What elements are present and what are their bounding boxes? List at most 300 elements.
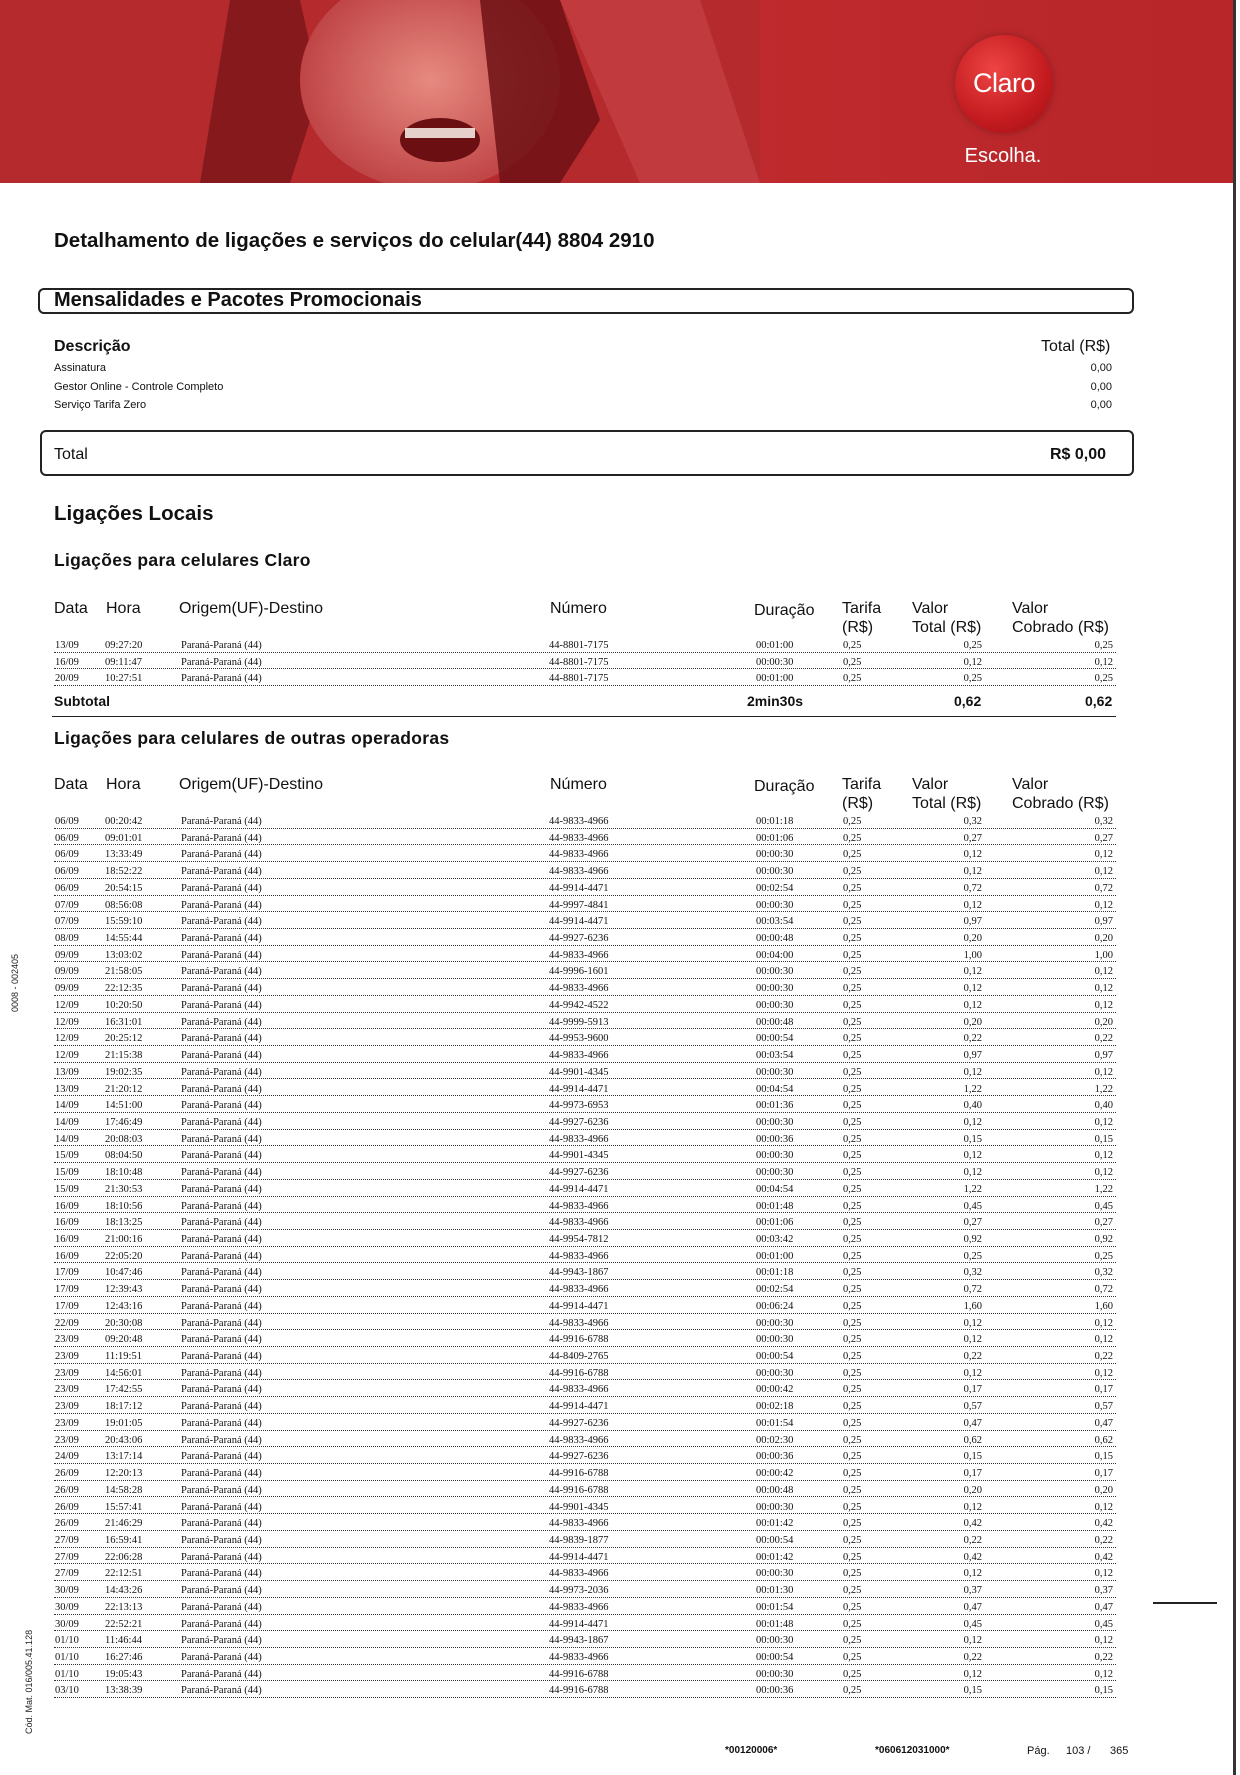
cell-hora: 22:05:20 (105, 1250, 143, 1262)
cell-origem: Paraná-Paraná (44) (181, 1167, 262, 1179)
cell-numero: 44-9833-4966 (549, 1568, 609, 1580)
cell-numero: 44-8801-7175 (549, 673, 609, 685)
cell-numero: 44-9833-4966 (549, 1284, 609, 1296)
cell-valor: 0,72 (963, 1284, 982, 1296)
cell-numero: 44-9901-4345 (549, 1150, 609, 1162)
cell-duracao: 00:02:54 (756, 882, 794, 894)
row-leader (54, 928, 1116, 929)
cell-duracao: 00:01:18 (756, 1267, 794, 1279)
cell-duracao: 00:00:30 (756, 1334, 794, 1346)
cell-origem: Paraná-Paraná (44) (181, 1267, 262, 1279)
table-row (0, 1133, 1240, 1150)
cell-hora: 17:42:55 (105, 1384, 143, 1396)
cell-valor: 0,25 (963, 673, 982, 685)
cell-hora: 18:17:12 (105, 1401, 143, 1413)
cell-duracao: 00:04:00 (756, 949, 794, 961)
cell-cobrado: 0,22 (1094, 1033, 1113, 1045)
cell-duracao: 00:00:48 (756, 1484, 794, 1496)
cell-origem: Paraná-Paraná (44) (181, 1635, 262, 1647)
cell-data: 30/09 (55, 1618, 79, 1630)
col-valor-unit: Total (R$) (912, 619, 982, 636)
cell-numero: 44-8801-7175 (549, 640, 609, 651)
cell-origem: Paraná-Paraná (44) (181, 1685, 262, 1697)
service-description: Gestor Online - Controle Completo (54, 380, 224, 393)
cell-cobrado: 0,62 (1094, 1434, 1113, 1446)
cell-tarifa: 0,25 (843, 1116, 862, 1128)
cell-cobrado: 0,32 (1094, 816, 1113, 827)
cell-origem: Paraná-Paraná (44) (181, 1200, 262, 1212)
cell-duracao: 00:01:54 (756, 1601, 794, 1613)
col-origem: Origem(UF)-Destino (179, 600, 324, 617)
cell-origem: Paraná-Paraná (44) (181, 1317, 262, 1329)
cell-origem: Paraná-Paraná (44) (181, 656, 262, 668)
cell-tarifa: 0,25 (843, 1234, 862, 1245)
cell-hora: 20:25:12 (105, 1033, 143, 1045)
cell-cobrado: 0,22 (1094, 1652, 1113, 1663)
cell-tarifa: 0,25 (843, 999, 862, 1011)
cell-tarifa: 0,25 (843, 816, 862, 827)
cell-valor: 0,72 (963, 882, 982, 894)
cell-duracao: 00:00:30 (756, 966, 794, 978)
cell-cobrado: 0,15 (1094, 1451, 1113, 1463)
cell-valor: 1,60 (963, 1300, 982, 1312)
cell-numero: 44-9916-6788 (549, 1685, 609, 1697)
cell-tarifa: 0,25 (843, 882, 862, 894)
cell-tarifa: 0,25 (843, 1518, 862, 1530)
cell-duracao: 00:00:48 (756, 1016, 794, 1028)
cell-valor: 0,12 (963, 899, 982, 911)
table-row (0, 1016, 1240, 1033)
cell-valor: 0,97 (963, 916, 982, 928)
cell-duracao: 00:00:30 (756, 849, 794, 861)
cell-origem: Paraná-Paraná (44) (181, 933, 262, 945)
cell-hora: 19:01:05 (105, 1417, 143, 1429)
cell-data: 06/09 (55, 816, 79, 827)
table-row (0, 832, 1240, 849)
subtotal-label: Subtotal (54, 693, 110, 709)
cell-tarifa: 0,25 (843, 983, 862, 995)
cell-data: 23/09 (55, 1367, 79, 1379)
table-row (0, 999, 1240, 1016)
row-leader (54, 1530, 1116, 1531)
cell-hora: 22:13:13 (105, 1601, 143, 1613)
row-leader (54, 1179, 1116, 1180)
cell-valor: 0,17 (963, 1384, 982, 1396)
cell-origem: Paraná-Paraná (44) (181, 1534, 262, 1546)
cell-origem: Paraná-Paraná (44) (181, 1033, 262, 1045)
cell-valor: 0,42 (963, 1518, 982, 1530)
cell-tarifa: 0,25 (843, 1300, 862, 1312)
cell-valor: 0,57 (963, 1401, 982, 1413)
cell-cobrado: 0,12 (1094, 983, 1113, 995)
cell-data: 06/09 (55, 832, 79, 844)
cell-hora: 19:02:35 (105, 1066, 143, 1078)
cell-numero: 44-9833-4966 (549, 1250, 609, 1262)
cell-valor: 0,15 (963, 1685, 982, 1697)
row-leader (54, 1580, 1116, 1581)
cell-numero: 44-9927-6236 (549, 1167, 609, 1179)
cell-tarifa: 0,25 (843, 1585, 862, 1597)
cell-numero: 44-9833-4966 (549, 1217, 609, 1229)
row-leader (54, 1196, 1116, 1197)
cell-origem: Paraná-Paraná (44) (181, 1518, 262, 1530)
row-leader (54, 1162, 1116, 1163)
cell-data: 16/09 (55, 1234, 79, 1245)
cell-cobrado: 0,12 (1094, 1066, 1113, 1078)
cell-tarifa: 0,25 (843, 1668, 862, 1680)
cell-hora: 11:46:44 (105, 1635, 142, 1647)
cell-tarifa: 0,25 (843, 1501, 862, 1513)
header-banner (0, 0, 1235, 183)
cell-duracao: 00:00:36 (756, 1133, 794, 1145)
cell-duracao: 00:00:36 (756, 1685, 794, 1697)
cell-numero: 44-9954-7812 (549, 1234, 609, 1245)
cell-duracao: 00:02:18 (756, 1401, 794, 1413)
section-ligacoes-locais: Ligações Locais (54, 502, 214, 525)
table-row (0, 1200, 1240, 1217)
row-leader (54, 828, 1116, 829)
cell-origem: Paraná-Paraná (44) (181, 999, 262, 1011)
cell-cobrado: 0,57 (1094, 1401, 1113, 1413)
cell-hora: 00:20:42 (105, 816, 143, 827)
cell-duracao: 00:03:54 (756, 916, 794, 928)
service-value: 0,00 (1090, 380, 1112, 393)
cell-tarifa: 0,25 (843, 1484, 862, 1496)
cell-numero: 44-9943-1867 (549, 1267, 609, 1279)
cell-cobrado: 0,45 (1094, 1618, 1113, 1630)
cell-data: 13/09 (55, 1066, 79, 1078)
cell-origem: Paraná-Paraná (44) (181, 640, 262, 651)
cell-duracao: 00:00:54 (756, 1033, 794, 1045)
cell-data: 26/09 (55, 1518, 79, 1530)
cell-hora: 22:52:21 (105, 1618, 143, 1630)
cell-data: 14/09 (55, 1100, 79, 1112)
cell-data: 09/09 (55, 966, 79, 978)
cell-cobrado: 0,22 (1094, 1534, 1113, 1546)
cell-valor: 0,20 (963, 1484, 982, 1496)
cell-numero: 44-9927-6236 (549, 1417, 609, 1429)
cell-origem: Paraná-Paraná (44) (181, 1417, 262, 1429)
cell-valor: 0,97 (963, 1050, 982, 1062)
cell-data: 09/09 (55, 949, 79, 961)
cell-origem: Paraná-Paraná (44) (181, 1468, 262, 1480)
cell-valor: 0,12 (963, 1668, 982, 1680)
cell-origem: Paraná-Paraná (44) (181, 1217, 262, 1229)
cell-valor: 0,12 (963, 866, 982, 878)
cell-origem: Paraná-Paraná (44) (181, 1367, 262, 1379)
cell-duracao: 00:00:30 (756, 1367, 794, 1379)
mensalidades-title: Mensalidades e Pacotes Promocionais (54, 289, 422, 311)
cell-valor: 1,00 (963, 949, 982, 961)
cell-origem: Paraná-Paraná (44) (181, 1551, 262, 1563)
cell-data: 27/09 (55, 1534, 79, 1546)
table-row (0, 1333, 1240, 1350)
table-row (0, 1083, 1240, 1100)
cell-numero: 44-9914-4471 (549, 916, 609, 928)
cell-hora: 13:33:49 (105, 849, 143, 861)
row-leader (54, 844, 1116, 845)
table-row (0, 1266, 1240, 1283)
cell-hora: 17:46:49 (105, 1116, 143, 1128)
cell-origem: Paraná-Paraná (44) (181, 1351, 262, 1363)
cell-numero: 44-9973-6953 (549, 1100, 609, 1112)
cell-data: 07/09 (55, 916, 79, 928)
cell-numero: 44-9833-4966 (549, 1652, 609, 1663)
cell-duracao: 00:01:00 (756, 1250, 794, 1262)
cell-duracao: 00:01:48 (756, 1200, 794, 1212)
cell-duracao: 00:00:30 (756, 1635, 794, 1647)
cell-cobrado: 0,22 (1094, 1351, 1113, 1363)
cell-duracao: 00:00:30 (756, 1501, 794, 1513)
col-data: Data (54, 776, 88, 793)
document-title: Detalhamento de ligações e serviços do celular(44) 8804 2910 (54, 229, 655, 252)
col-valor: Valor (912, 776, 949, 793)
cell-tarifa: 0,25 (843, 1434, 862, 1446)
cell-hora: 10:27:51 (105, 673, 143, 685)
table-row (0, 1651, 1240, 1668)
cell-numero: 44-9999-5913 (549, 1016, 609, 1028)
table-row (0, 1233, 1240, 1250)
table-row (0, 965, 1240, 982)
cell-hora: 13:17:14 (105, 1451, 143, 1463)
cell-tarifa: 0,25 (843, 1066, 862, 1078)
col-cobrado: Valor (1012, 600, 1049, 617)
cell-data: 22/09 (55, 1317, 79, 1329)
cell-cobrado: 0,17 (1094, 1384, 1113, 1396)
cell-origem: Paraná-Paraná (44) (181, 832, 262, 844)
cell-data: 23/09 (55, 1351, 79, 1363)
cell-valor: 0,20 (963, 1016, 982, 1028)
row-leader (54, 1062, 1116, 1063)
cell-origem: Paraná-Paraná (44) (181, 816, 262, 827)
table-row (0, 1467, 1240, 1484)
row-leader (54, 978, 1116, 979)
side-code-bottom: Cód. Mat. 016/005.41.128 (24, 1629, 34, 1734)
cell-hora: 10:20:50 (105, 999, 143, 1011)
cell-valor: 0,22 (963, 1534, 982, 1546)
row-leader (54, 1446, 1116, 1447)
cell-data: 17/09 (55, 1284, 79, 1296)
row-leader (54, 1246, 1116, 1247)
table-row (0, 1032, 1240, 1049)
cell-numero: 44-9916-6788 (549, 1334, 609, 1346)
col-valor: Valor (912, 600, 949, 617)
subsection-outras: Ligações para celulares de outras operadoras (54, 728, 450, 748)
cell-origem: Paraná-Paraná (44) (181, 1150, 262, 1162)
table-row (0, 672, 1240, 689)
cell-valor: 0,32 (963, 1267, 982, 1279)
cell-duracao: 00:00:30 (756, 656, 794, 668)
cell-numero: 44-9839-1877 (549, 1534, 609, 1546)
cell-cobrado: 0,25 (1094, 1250, 1113, 1262)
cell-valor: 1,22 (963, 1183, 982, 1195)
table-row (0, 915, 1240, 932)
cell-cobrado: 0,12 (1094, 1334, 1113, 1346)
cell-valor: 0,12 (963, 1568, 982, 1580)
col-total: Total (R$) (1041, 338, 1111, 355)
table-row (0, 1618, 1240, 1635)
cell-numero: 44-9927-6236 (549, 1116, 609, 1128)
cell-numero: 44-9973-2036 (549, 1585, 609, 1597)
row-leader (54, 1463, 1116, 1464)
row-leader (54, 1112, 1116, 1113)
col-duracao: Duração (754, 602, 815, 619)
cell-data: 12/09 (55, 999, 79, 1011)
table-row (0, 899, 1240, 916)
row-leader (54, 1045, 1116, 1046)
cell-tarifa: 0,25 (843, 1100, 862, 1112)
row-leader (54, 911, 1116, 912)
cell-data: 03/10 (55, 1685, 79, 1697)
cell-cobrado: 0,20 (1094, 1484, 1113, 1496)
cell-valor: 0,12 (963, 1150, 982, 1162)
table-row (0, 1517, 1240, 1534)
cell-cobrado: 0,25 (1094, 640, 1113, 651)
cell-numero: 44-9916-6788 (549, 1468, 609, 1480)
cell-tarifa: 0,25 (843, 1016, 862, 1028)
cell-origem: Paraná-Paraná (44) (181, 673, 262, 685)
cell-valor: 0,20 (963, 933, 982, 945)
table-row (0, 1434, 1240, 1451)
cell-valor: 0,15 (963, 1133, 982, 1145)
cell-origem: Paraná-Paraná (44) (181, 899, 262, 911)
cell-origem: Paraná-Paraná (44) (181, 1451, 262, 1463)
cell-cobrado: 1,22 (1094, 1183, 1113, 1195)
cell-origem: Paraná-Paraná (44) (181, 1116, 262, 1128)
cell-data: 30/09 (55, 1585, 79, 1597)
row-leader (54, 1513, 1116, 1514)
cell-data: 26/09 (55, 1501, 79, 1513)
cell-numero: 44-9833-4966 (549, 1133, 609, 1145)
row-leader (54, 1296, 1116, 1297)
cell-tarifa: 0,25 (843, 1468, 862, 1480)
table-row (0, 1450, 1240, 1467)
cell-valor: 0,12 (963, 1317, 982, 1329)
cell-data: 24/09 (55, 1451, 79, 1463)
cell-hora: 14:58:28 (105, 1484, 143, 1496)
cell-duracao: 00:01:06 (756, 832, 794, 844)
cell-tarifa: 0,25 (843, 1451, 862, 1463)
cell-valor: 0,12 (963, 1501, 982, 1513)
cell-data: 23/09 (55, 1434, 79, 1446)
cell-cobrado: 0,17 (1094, 1468, 1113, 1480)
cell-hora: 13:03:02 (105, 949, 143, 961)
cell-numero: 44-8801-7175 (549, 656, 609, 668)
cell-hora: 08:04:50 (105, 1150, 143, 1162)
cell-numero: 44-9914-4471 (549, 1401, 609, 1413)
cell-duracao: 00:00:30 (756, 983, 794, 995)
cell-data: 16/09 (55, 1250, 79, 1262)
cell-duracao: 00:00:30 (756, 866, 794, 878)
cell-data: 01/10 (55, 1668, 79, 1680)
cell-valor: 0,12 (963, 966, 982, 978)
row-leader (54, 1095, 1116, 1096)
cell-numero: 44-9916-6788 (549, 1367, 609, 1379)
cell-hora: 13:38:39 (105, 1685, 143, 1697)
cell-hora: 21:20:12 (105, 1083, 143, 1095)
cell-origem: Paraná-Paraná (44) (181, 1066, 262, 1078)
cell-duracao: 00:01:00 (756, 673, 794, 685)
cell-cobrado: 0,12 (1094, 866, 1113, 878)
cell-valor: 0,22 (963, 1652, 982, 1663)
footer-code-1: *00120006* (725, 1745, 778, 1756)
cell-duracao: 00:03:42 (756, 1234, 794, 1245)
table-row (0, 949, 1240, 966)
cell-cobrado: 0,12 (1094, 656, 1113, 668)
col-numero: Número (550, 600, 607, 617)
cell-cobrado: 0,40 (1094, 1100, 1113, 1112)
col-hora: Hora (106, 600, 141, 617)
cell-valor: 0,27 (963, 1217, 982, 1229)
cell-hora: 21:58:05 (105, 966, 143, 978)
cell-tarifa: 0,25 (843, 966, 862, 978)
table-row (0, 1634, 1240, 1651)
cell-data: 16/09 (55, 1217, 79, 1229)
row-leader (54, 668, 1116, 669)
cell-cobrado: 0,12 (1094, 1150, 1113, 1162)
table-row (0, 1300, 1240, 1317)
cell-hora: 10:47:46 (105, 1267, 143, 1279)
subsection-claro: Ligações para celulares Claro (54, 550, 311, 570)
cell-origem: Paraná-Paraná (44) (181, 1183, 262, 1195)
cell-cobrado: 0,72 (1094, 1284, 1113, 1296)
footer-pages: 365 (1110, 1745, 1129, 1757)
cell-valor: 0,22 (963, 1351, 982, 1363)
cell-valor: 0,27 (963, 832, 982, 844)
cell-data: 27/09 (55, 1568, 79, 1580)
table-row (0, 1166, 1240, 1183)
cell-origem: Paraná-Paraná (44) (181, 1501, 262, 1513)
cell-data: 13/09 (55, 1083, 79, 1095)
col-tarifa: Tarifa (842, 600, 882, 617)
cell-data: 15/09 (55, 1167, 79, 1179)
cell-tarifa: 0,25 (843, 1401, 862, 1413)
cell-data: 06/09 (55, 882, 79, 894)
cell-origem: Paraná-Paraná (44) (181, 1652, 262, 1663)
table-row (0, 1317, 1240, 1334)
service-value: 0,00 (1090, 362, 1112, 374)
cell-data: 14/09 (55, 1116, 79, 1128)
table-row (0, 1216, 1240, 1233)
col-origem: Origem(UF)-Destino (179, 776, 324, 793)
cell-hora: 09:01:01 (105, 832, 143, 844)
cell-origem: Paraná-Paraná (44) (181, 1234, 262, 1245)
cell-data: 17/09 (55, 1267, 79, 1279)
cell-numero: 44-9916-6788 (549, 1484, 609, 1496)
cell-tarifa: 0,25 (843, 899, 862, 911)
cell-hora: 12:20:13 (105, 1468, 143, 1480)
cell-cobrado: 0,27 (1094, 832, 1113, 844)
cell-duracao: 00:00:42 (756, 1384, 794, 1396)
cell-numero: 44-9914-4471 (549, 1083, 609, 1095)
service-description: Assinatura (54, 362, 106, 374)
cell-origem: Paraná-Paraná (44) (181, 1668, 262, 1680)
cell-tarifa: 0,25 (843, 1534, 862, 1546)
cell-hora: 11:19:51 (105, 1351, 142, 1363)
cell-data: 13/09 (55, 640, 79, 651)
table-row (0, 1684, 1240, 1701)
cell-cobrado: 0,12 (1094, 1635, 1113, 1647)
cell-numero: 44-9927-6236 (549, 933, 609, 945)
cell-tarifa: 0,25 (843, 1568, 862, 1580)
cell-tarifa: 0,25 (843, 1267, 862, 1279)
cell-hora: 15:59:10 (105, 916, 143, 928)
col-valor-unit: Total (R$) (912, 795, 982, 812)
cell-duracao: 00:01:30 (756, 1585, 794, 1597)
cell-data: 16/09 (55, 656, 79, 668)
row-leader (54, 995, 1116, 996)
cell-numero: 44-9914-4471 (549, 1551, 609, 1563)
